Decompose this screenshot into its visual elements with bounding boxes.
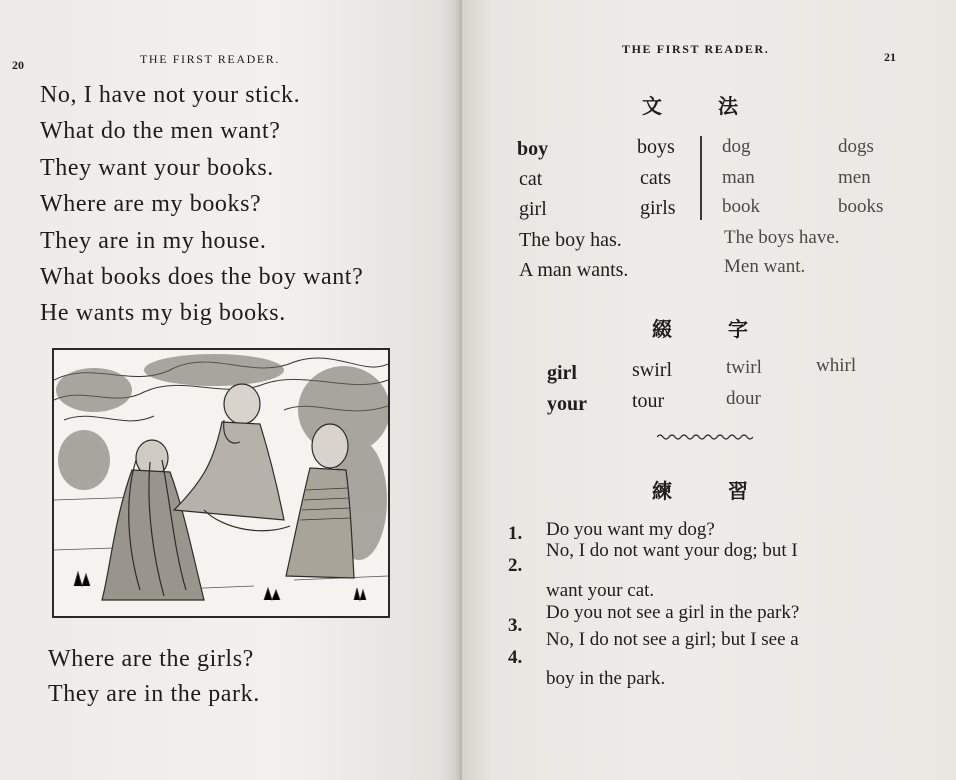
wavy-divider-icon bbox=[657, 432, 753, 442]
grammar-singular: boy bbox=[517, 138, 549, 160]
grammar-singular: dog bbox=[722, 136, 751, 157]
three-girls-in-park-illustration bbox=[52, 348, 390, 618]
left-page bbox=[0, 0, 462, 780]
grammar-plural: cats bbox=[640, 167, 672, 189]
exercise-text: No, I do not see a girl; but I see a bbox=[546, 629, 799, 650]
spelling-word: dour bbox=[726, 388, 761, 409]
spelling-word: swirl bbox=[632, 359, 672, 381]
spelling-heading: 綴字 bbox=[652, 317, 804, 341]
reading-line: They want your books. bbox=[40, 155, 274, 181]
page-number: 20 bbox=[12, 58, 24, 72]
grammar-plural: girls bbox=[640, 197, 676, 219]
caption-line: They are in the park. bbox=[48, 681, 260, 707]
reading-line: Where are my books? bbox=[40, 191, 262, 217]
grammar-singular: cat bbox=[519, 168, 543, 190]
spelling-word: tour bbox=[632, 390, 665, 412]
exercise-number: 3. bbox=[508, 615, 523, 636]
caption-line: Where are the girls? bbox=[48, 646, 254, 672]
exercise-text: want your cat. bbox=[546, 580, 655, 601]
grammar-singular: book bbox=[722, 196, 760, 217]
exercise-number: 2. bbox=[508, 555, 523, 576]
running-head: THE FIRST READER. bbox=[622, 42, 770, 56]
grammar-plural: books bbox=[838, 196, 884, 217]
exercise-heading: 練習 bbox=[652, 479, 804, 503]
reading-line: No, I have not your stick. bbox=[40, 82, 301, 108]
spelling-word: whirl bbox=[816, 355, 857, 376]
spelling-word: twirl bbox=[726, 357, 762, 378]
grammar-sentence: Men want. bbox=[724, 256, 806, 277]
page-number: 21 bbox=[884, 50, 896, 64]
grammar-plural: dogs bbox=[838, 136, 874, 157]
exercise-text: Do you want my dog? bbox=[546, 519, 715, 540]
exercise-text: boy in the park. bbox=[546, 668, 666, 689]
reading-line: They are in my house. bbox=[40, 228, 267, 254]
grammar-plural: men bbox=[838, 167, 871, 188]
grammar-sentence: The boys have. bbox=[724, 227, 840, 248]
right-page bbox=[462, 0, 956, 780]
reading-line: What books does the boy want? bbox=[40, 264, 364, 290]
grammar-sentence: A man wants. bbox=[519, 259, 629, 281]
exercise-text: No, I do not want your dog; but I bbox=[546, 540, 798, 561]
spelling-word: girl bbox=[547, 362, 577, 384]
reading-line: He wants my big books. bbox=[40, 300, 286, 326]
exercise-text: Do you not see a girl in the park? bbox=[546, 602, 800, 623]
grammar-heading: 文法 bbox=[642, 94, 794, 118]
reading-line: What do the men want? bbox=[40, 118, 281, 144]
grammar-plural: boys bbox=[637, 136, 675, 158]
grammar-singular: man bbox=[722, 167, 755, 188]
grammar-column-divider bbox=[700, 136, 702, 220]
exercise-number: 4. bbox=[508, 647, 523, 668]
grammar-sentence: The boy has. bbox=[519, 229, 622, 251]
exercise-number: 1. bbox=[508, 523, 523, 544]
grammar-singular: girl bbox=[519, 198, 547, 220]
running-head: THE FIRST READER. bbox=[140, 52, 280, 66]
spelling-word: your bbox=[547, 393, 587, 415]
